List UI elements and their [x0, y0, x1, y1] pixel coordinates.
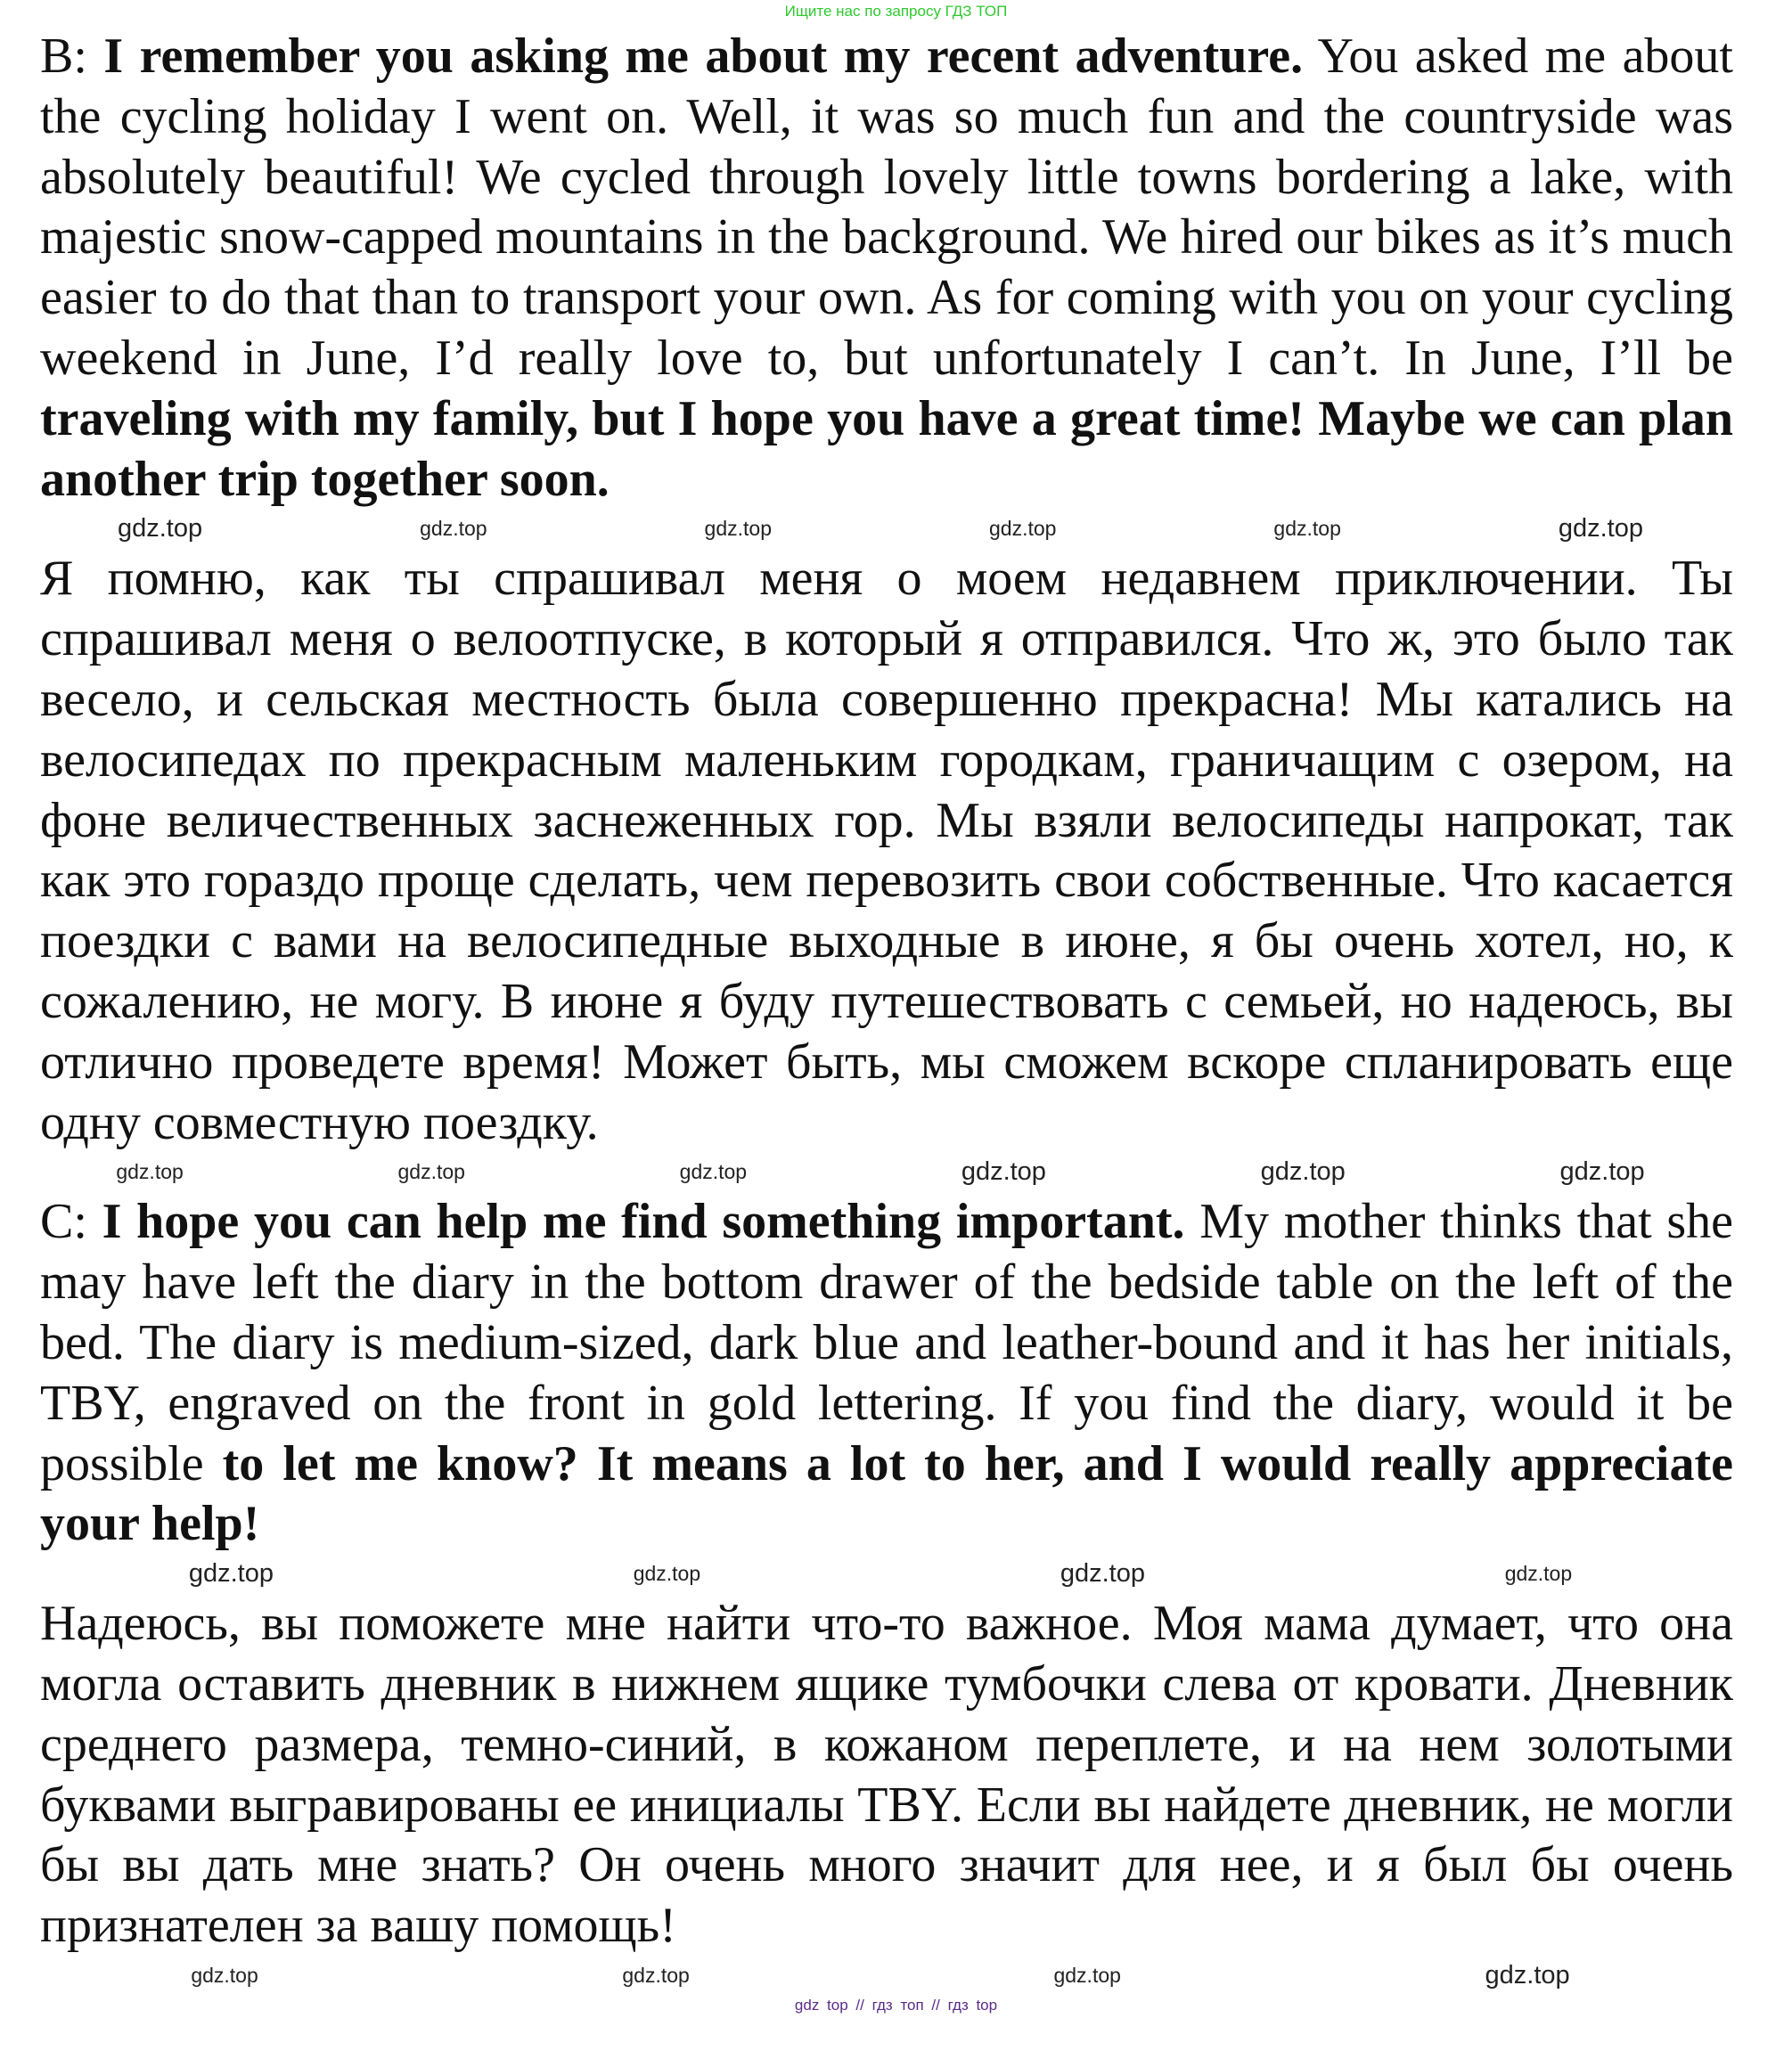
- text-segment-bold: I remember you asking me about my recent adventure.: [103, 29, 1304, 84]
- text-segment: B:: [40, 29, 104, 84]
- watermark: gdz.top: [1060, 1559, 1145, 1589]
- text-segment-bold: I hope you can help me find something important.: [102, 1194, 1185, 1250]
- text-segment: Надеюсь, вы поможете мне найти что-то важное. Моя мама думает, что она могла оставить дневник в нижнем ящике тумбочки слева от кровати. Дневник среднего размера, темно-синий, в кожаном переплете, и на нем золотыми буквами выгравированы ее инициалы TBY. Если вы найдете дневник, не могли бы вы дать мне знать? Он очень много значит для нее, и я был бы очень признателен за вашу помощь!: [40, 1596, 1733, 1954]
- watermark: gdz.top: [188, 1559, 274, 1589]
- watermark-row: [9, 513, 1752, 543]
- paragraph-b-russian: [40, 549, 1733, 1153]
- watermark-row: [9, 1960, 1752, 1990]
- watermark: gdz.top: [961, 1157, 1046, 1187]
- text-segment: C:: [40, 1194, 102, 1250]
- paragraph-c-russian: [40, 1594, 1733, 1957]
- watermark: gdz.top: [1485, 1960, 1570, 1990]
- text-segment: My mother thinks that she may have left the diary in the bottom drawer of the bedside table on the left of the bed. The diary is medium-sized, dark blue and leather-bound and it has her initials, TBY, engraved on the front in gold lettering. If you find the diary, would it be possible: [40, 1194, 1733, 1491]
- watermark: gdz.top: [633, 1562, 701, 1586]
- text-segment: Я помню, как ты спрашивал меня о моем недавнем приключении. Ты спрашивал меня о велоотпуске, в который я отправился. Что ж, это было так весело, и сельская местность была совершенно прекрасна! Мы катались на велосипедах по прекрасным маленьким городкам, граничащим с озером, на фоне величественных заснеженных гор. Мы взяли велосипеды напрокат, так как это гораздо проще сделать, чем перевозить свои собственные. Что касается поездки с вами на велосипедные выходные в июне, я бы очень хотел, но, к сожалению, не могу. В июне я буду путешествовать с семьей, но надеюсь, вы отлично проведете время! Может быть, мы сможем вскоре спланировать еще одну совместную поездку.: [40, 551, 1733, 1150]
- watermark: gdz.top: [397, 1160, 465, 1184]
- watermark: gdz.top: [679, 1160, 748, 1184]
- watermark: gdz.top: [191, 1963, 258, 1987]
- watermark: gdz.top: [1273, 517, 1341, 541]
- text-segment: You asked me about the cycling holiday I went on. Well, it was so much fun and the countryside was absolutely beautiful! We cycled through lovely little towns bordering a lake, with majestic snow-capped mountains in the background. We hired our bikes as it’s much easier to do that than to transport your own. As for coming with you on your cycling weekend in June, I’d really love to, but unfortunately I can’t. In June, I’ll be: [40, 29, 1733, 386]
- paragraph-b-english: [40, 27, 1733, 510]
- paragraph-c-english: [40, 1192, 1733, 1555]
- watermark: gdz.top: [420, 517, 487, 541]
- search-banner: Ищите нас по запросу ГДЗ ТОП: [784, 3, 1008, 20]
- watermark: gdz.top: [1558, 514, 1643, 543]
- watermark: gdz.top: [1260, 1157, 1346, 1187]
- watermark-row: [9, 1558, 1752, 1589]
- watermark: gdz.top: [1559, 1157, 1645, 1187]
- watermark: gdz.top: [622, 1963, 690, 1987]
- text-segment-bold: traveling with my family, but I hope you have a great time! Maybe we can plan another trip together soon.: [40, 390, 1733, 507]
- watermark: gdz.top: [988, 517, 1057, 541]
- watermark-row: [9, 1156, 1752, 1187]
- watermark: gdz.top: [1504, 1562, 1573, 1586]
- watermark: gdz.top: [704, 517, 772, 541]
- watermark: gdz.top: [116, 1160, 184, 1184]
- watermark: gdz.top: [117, 514, 203, 543]
- text-segment-bold: to let me know? It means a lot to her, and I would really appreciate your help!: [40, 1435, 1733, 1552]
- watermark: gdz.top: [1053, 1963, 1121, 1987]
- footer-links: gdz top // гдз топ // гдз top: [794, 1996, 998, 2014]
